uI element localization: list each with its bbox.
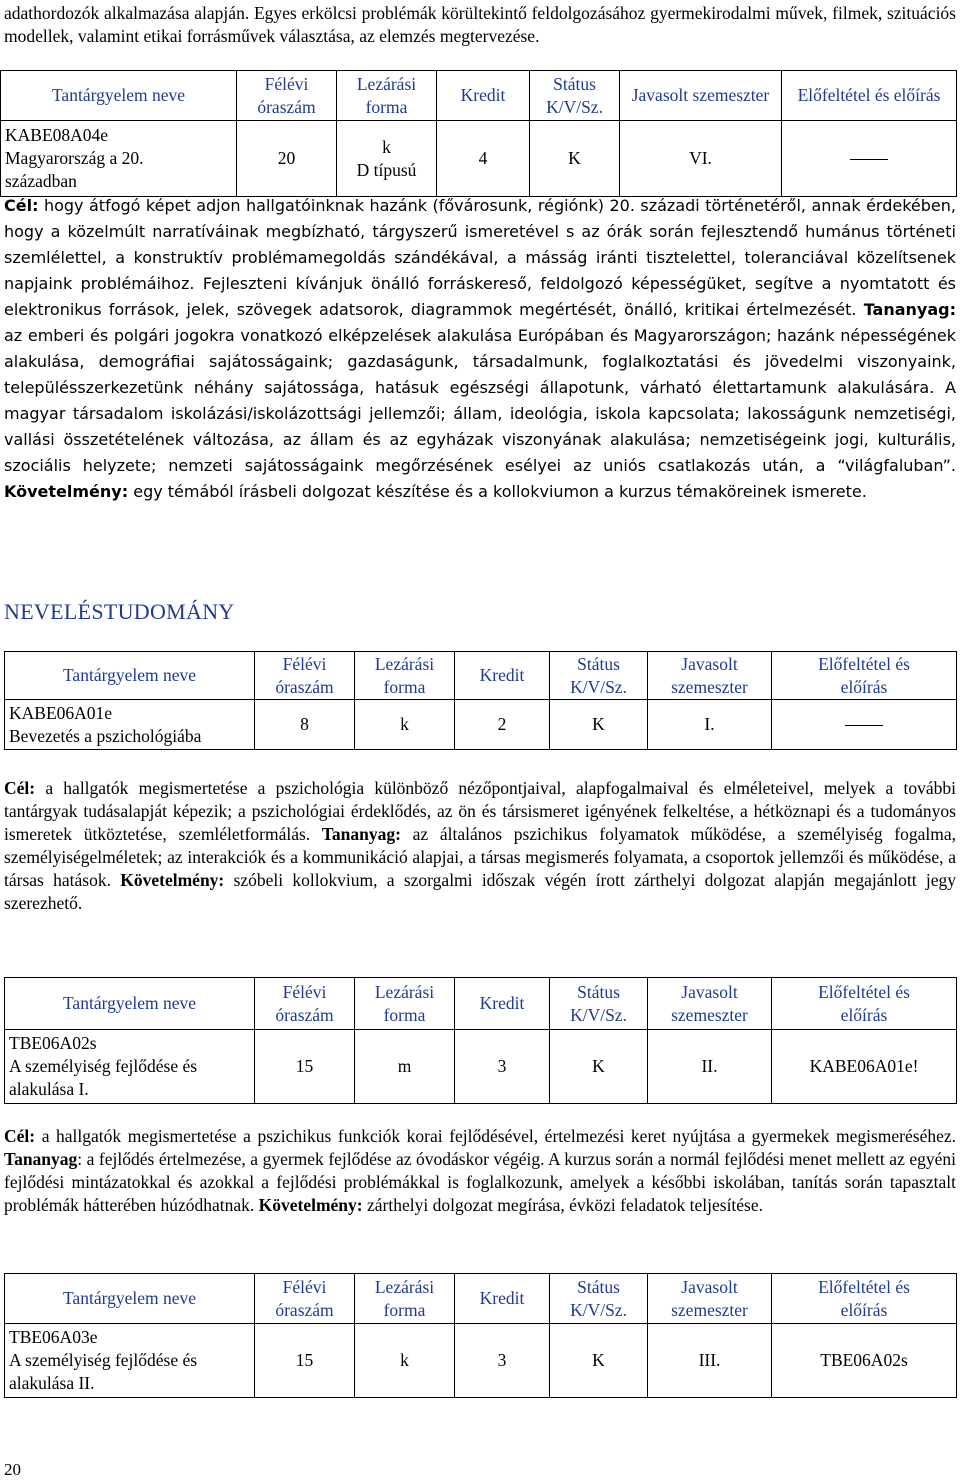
status-value: K: [550, 700, 648, 750]
header-close-form: Lezárási forma: [355, 652, 455, 700]
hours-value: 15: [255, 1030, 355, 1104]
credit-value: 3: [455, 1324, 550, 1398]
header-close-form: Lezárási forma: [355, 1274, 455, 1324]
header-course-name: Tantárgyelem neve: [5, 1274, 255, 1324]
header-hours: Félévi óraszám: [237, 71, 337, 121]
course-table-kabe08a04e: [0, 70, 957, 197]
dash-mark: [850, 159, 888, 160]
close-form-value: k: [355, 700, 455, 750]
course-table-tbe06a03e: [4, 1273, 957, 1398]
course-code: KABE08A04e: [5, 125, 109, 145]
section-heading: NEVELÉSTUDOMÁNY: [4, 599, 235, 624]
course-name-cell: KABE06A01e Bevezetés a pszichológiába: [5, 700, 255, 750]
close-form-value: k D típusú: [337, 121, 437, 197]
prereq-value: [772, 700, 957, 750]
header-prereq: Előfeltétel és előírás: [772, 1274, 957, 1324]
header-credit: Kredit: [455, 978, 550, 1030]
header-course-name: Tantárgyelem neve: [5, 652, 255, 700]
course-name-cell: TBE06A03e A személyiség fejlődése és alakulása II.: [5, 1324, 255, 1398]
course-name-cell: KABE08A04e Magyarország a 20. században: [1, 121, 237, 197]
header-status: Státus K/V/Sz.: [550, 1274, 648, 1324]
course-code: TBE06A02s: [9, 1033, 97, 1053]
course-table-kabe06a01e: [4, 651, 957, 750]
header-credit: Kredit: [437, 71, 530, 121]
semester-value: III.: [648, 1324, 772, 1398]
prereq-value: TBE06A02s: [772, 1324, 957, 1398]
header-status: Státus K/V/Sz.: [530, 71, 620, 121]
header-prereq: Előfeltétel és előírás: [772, 652, 957, 700]
hours-value: 15: [255, 1324, 355, 1398]
page-number: 20: [4, 1460, 21, 1479]
course-table-tbe06a02s: [4, 977, 957, 1104]
header-credit: Kredit: [455, 1274, 550, 1324]
intro-paragraph: adathordozók alkalmazása alapján. Egyes erkölcsi problémák körültekintő feldolgozásához gyermekirodalmi művek, filmek, szituációs modellek, valamint etikai forrásművek választása, az elemzés megtervezése.: [4, 3, 956, 46]
semester-value: VI.: [620, 121, 782, 197]
course-code: TBE06A03e: [9, 1327, 98, 1347]
header-course-name: Tantárgyelem neve: [5, 978, 255, 1030]
header-hours: Félévi óraszám: [255, 652, 355, 700]
status-value: K: [530, 121, 620, 197]
hours-value: 20: [237, 121, 337, 197]
dash-mark: [845, 725, 883, 726]
prereq-value: [782, 121, 957, 197]
hours-value: 8: [255, 700, 355, 750]
status-value: K: [550, 1030, 648, 1104]
header-credit: Kredit: [455, 652, 550, 700]
course2-description: Cél: a hallgatók megismertetése a pszichológia különböző nézőpontjaival, alapfogalmaival és elméleteivel, melyek a további tantárgyak tudásalapját képezik; a pszichológiai érdeklődés, az ön és társismeret igényének felkeltése, a hétköznapi és a tudományos ismeretek ütköztetése, szemléletformálás. Tananyag: az általános pszichikus folyamatok működése, a személyiség fogalma, személyiségelméletek; az interakciók és a kommunikáció alapjai, a társas megismerés folyamata, a csoportok jellemzői és működése, a társas hatások. Követelmény: szóbeli kollokvium, a szorgalmi időszak végén írott zárthelyi dolgozat alapján megajánlott jegy szerezhető.: [4, 778, 957, 913]
credit-value: 3: [455, 1030, 550, 1104]
semester-value: II.: [648, 1030, 772, 1104]
header-prereq: Előfeltétel és előírás: [782, 71, 957, 121]
credit-value: 2: [455, 700, 550, 750]
header-close-form: Lezárási forma: [337, 71, 437, 121]
header-semester: Javasolt szemeszter: [620, 71, 782, 121]
prereq-value: KABE06A01e!: [772, 1030, 957, 1104]
header-semester: Javasolt szemeszter: [648, 978, 772, 1030]
course1-description: Cél: hogy átfogó képet adjon hallgatóinknak hazánk (fővárosunk, régiónk) 20. századi történetéről, annak érdekében, hogy a közelmúlt narratíváinak megbízható, tárgyszerű ismeretével s az órák során fejlesztendő humánus történeti szemlélettel, a konstruktív problémamegoldás szándékával, a másság iránti tisztelettel, toleranciával közelítsenek napjaink problémáihoz. Fejleszteni kívánjuk önálló forráskereső, feldolgozó képességüket, segítve a nyomtatott és elektronikus források, jelek, szövegek adatsorok, diagrammok megértését, önálló, kritikai értelmezését. Tananyag: az emberi és polgári jogokra vonatkozó elképzelések alakulása Európában és Magyarországon; hazánk népességének alakulása, demográfiai sajátosságaink; gazdaságunk, társadalmunk, foglalkoztatási és jövedelmi viszonyaink, településszerkezetünk néhány sajátossága, hatásuk egészségi állapotunk, várható élettartamunk alakulására. A magyar társadalom iskolázási/iskolázottsági jellemzői; állam, ideológia, iskola kapcsolata; lakosságunk nemzetiségi, vallási összetételének változása, az állam és az egyházak viszonyának alakulása; nemzetiségeink jogi, kulturális, szociális helyzete; nemzeti sajátosságaink megőrzésének esélyei az uniós csatlakozás után, a “világfaluban”. Követelmény: egy témából írásbeli dolgozat készítése és a kollokviumon a kurzus témaköreinek ismerete.: [4, 196, 956, 501]
header-course-name: Tantárgyelem neve: [1, 71, 237, 121]
header-close-form: Lezárási forma: [355, 978, 455, 1030]
header-semester: Javasolt szemeszter: [648, 652, 772, 700]
close-form-value: k: [355, 1324, 455, 1398]
course-name-cell: TBE06A02s A személyiség fejlődése és alakulása I.: [5, 1030, 255, 1104]
close-form-value: m: [355, 1030, 455, 1104]
status-value: K: [550, 1324, 648, 1398]
header-hours: Félévi óraszám: [255, 978, 355, 1030]
course-code: KABE06A01e: [9, 702, 113, 723]
header-status: Státus K/V/Sz.: [550, 978, 648, 1030]
header-prereq: Előfeltétel és előírás: [772, 978, 957, 1030]
header-hours: Félévi óraszám: [255, 1274, 355, 1324]
header-semester: Javasolt szemeszter: [648, 1274, 772, 1324]
semester-value: I.: [648, 700, 772, 750]
credit-value: 4: [437, 121, 530, 197]
course3-description: Cél: a hallgatók megismertetése a pszichikus funkciók korai fejlődésével, értelmezési keret nyújtása a gyermekek megismeréséhez. Tananyag: a fejlődés értelmezése, a gyermek fejlődése az óvodáskor végéig. A kurzus során a normál fejlődési menet mellett az egyéni fejlődési mintázatokkal és azokkal a fejlődési problémákkal is foglalkozunk, amelyek a későbbi iskolában, tanítás során tapasztalt problémák hátterében húzódhatnak. Követelmény: zárthelyi dolgozat megírása, évközi feladatok teljesítése.: [4, 1126, 957, 1215]
header-status: Státus K/V/Sz.: [550, 652, 648, 700]
